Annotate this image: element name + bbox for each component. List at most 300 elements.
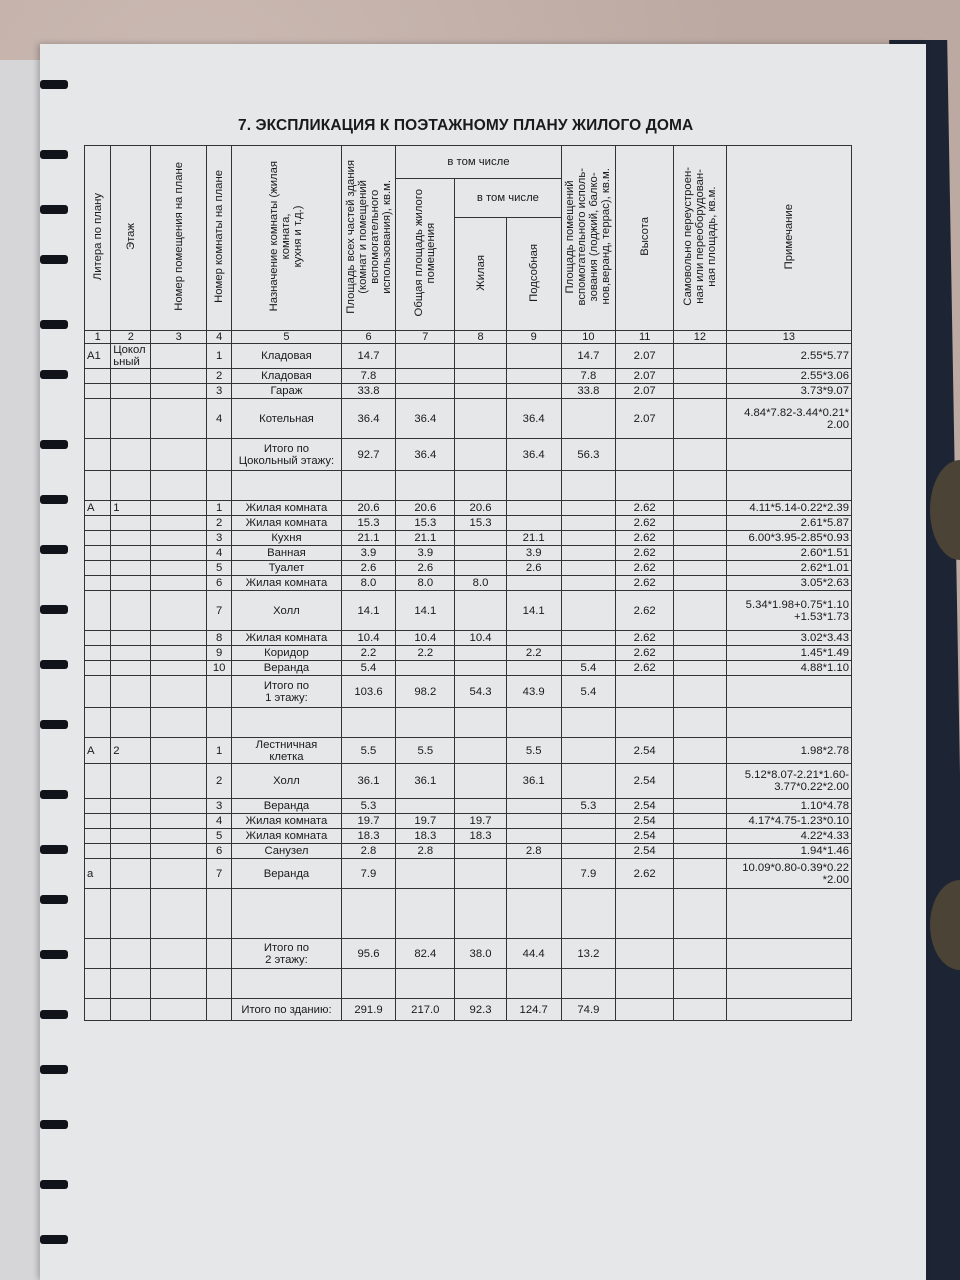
cell-col-9 bbox=[506, 344, 561, 369]
cell-col-10: 13.2 bbox=[561, 939, 616, 969]
cell-col-7: 2.2 bbox=[396, 646, 455, 661]
cell-col-7: 18.3 bbox=[396, 829, 455, 844]
cell-col-4 bbox=[207, 999, 232, 1021]
cell-col-7: 36.4 bbox=[396, 399, 455, 439]
header-floor: Этаж bbox=[111, 146, 151, 331]
cell-col-4: 7 bbox=[207, 859, 232, 889]
cell-col-12 bbox=[674, 344, 727, 369]
cell-col-3 bbox=[151, 501, 207, 516]
explication-table bbox=[84, 145, 852, 1021]
column-number: 7 bbox=[396, 331, 455, 344]
cell-col-5: Ванная bbox=[232, 546, 341, 561]
header-total-area: Площадь всех частей здания (комнат и помещений вспомогательного использования), кв.м. bbox=[341, 146, 396, 331]
binder-ring bbox=[40, 370, 68, 379]
cell-col-2 bbox=[111, 546, 151, 561]
cell-col-10 bbox=[561, 738, 616, 764]
cell-col-11: 2.62 bbox=[616, 646, 674, 661]
table-row bbox=[85, 561, 852, 576]
cell-col-10 bbox=[561, 631, 616, 646]
cell-col-5: Кладовая bbox=[232, 369, 341, 384]
cell-col-9 bbox=[506, 661, 561, 676]
cell-col-11: 2.62 bbox=[616, 661, 674, 676]
cell-col-5: Жилая комната bbox=[232, 829, 341, 844]
cell-col-3 bbox=[151, 646, 207, 661]
column-number: 4 bbox=[207, 331, 232, 344]
cell-col-8 bbox=[455, 384, 507, 399]
cell-col-1 bbox=[85, 889, 111, 939]
cell-col-3 bbox=[151, 799, 207, 814]
cell-col-6: 5.5 bbox=[341, 738, 396, 764]
table-row bbox=[85, 844, 852, 859]
cell-col-3 bbox=[151, 764, 207, 799]
cell-col-2 bbox=[111, 591, 151, 631]
cell-col-4: 3 bbox=[207, 799, 232, 814]
cell-col-7 bbox=[396, 384, 455, 399]
cell-col-3 bbox=[151, 708, 207, 738]
cell-col-11: 2.54 bbox=[616, 844, 674, 859]
column-number: 8 bbox=[455, 331, 507, 344]
cell-col-3 bbox=[151, 516, 207, 531]
cell-col-4: 5 bbox=[207, 829, 232, 844]
cell-col-9: 2.2 bbox=[506, 646, 561, 661]
cell-col-5: Итого по 1 этажу: bbox=[232, 676, 341, 708]
binder-ring bbox=[40, 205, 68, 214]
cell-col-13: 2.55*5.77 bbox=[726, 344, 851, 369]
cell-col-8 bbox=[455, 531, 507, 546]
cell-col-10 bbox=[561, 591, 616, 631]
cell-col-12 bbox=[674, 576, 727, 591]
cell-col-3 bbox=[151, 561, 207, 576]
cell-col-4 bbox=[207, 889, 232, 939]
cell-col-10 bbox=[561, 561, 616, 576]
cell-col-11: 2.62 bbox=[616, 859, 674, 889]
cell-col-7: 2.8 bbox=[396, 844, 455, 859]
cell-col-9 bbox=[506, 516, 561, 531]
cell-col-1 bbox=[85, 764, 111, 799]
binder-ring bbox=[40, 320, 68, 329]
cell-col-8 bbox=[455, 646, 507, 661]
cell-col-9: 43.9 bbox=[506, 676, 561, 708]
cell-col-3 bbox=[151, 676, 207, 708]
cell-col-11: 2.54 bbox=[616, 799, 674, 814]
table-row bbox=[85, 471, 852, 501]
cell-col-7: 20.6 bbox=[396, 501, 455, 516]
cell-col-7 bbox=[396, 969, 455, 999]
cell-col-10: 33.8 bbox=[561, 384, 616, 399]
table-row bbox=[85, 661, 852, 676]
cell-col-1 bbox=[85, 999, 111, 1021]
column-number: 13 bbox=[726, 331, 851, 344]
cell-col-13: 2.55*3.06 bbox=[726, 369, 851, 384]
binder-ring bbox=[40, 895, 68, 904]
cell-col-9: 3.9 bbox=[506, 546, 561, 561]
table-row bbox=[85, 738, 852, 764]
cell-col-8: 10.4 bbox=[455, 631, 507, 646]
cell-col-2 bbox=[111, 859, 151, 889]
table-row bbox=[85, 708, 852, 738]
cell-col-5 bbox=[232, 969, 341, 999]
cell-col-7: 3.9 bbox=[396, 546, 455, 561]
cell-col-13: 1.98*2.78 bbox=[726, 738, 851, 764]
cell-col-3 bbox=[151, 369, 207, 384]
cell-col-6: 95.6 bbox=[341, 939, 396, 969]
cell-col-3 bbox=[151, 844, 207, 859]
cell-col-3 bbox=[151, 969, 207, 999]
cell-col-3 bbox=[151, 859, 207, 889]
cell-col-13: 4.22*4.33 bbox=[726, 829, 851, 844]
cell-col-12 bbox=[674, 399, 727, 439]
cell-col-5: Итого по зданию: bbox=[232, 999, 341, 1021]
table-row bbox=[85, 576, 852, 591]
cell-col-4: 10 bbox=[207, 661, 232, 676]
table-row bbox=[85, 516, 852, 531]
cell-col-10 bbox=[561, 646, 616, 661]
cell-col-2: 2 bbox=[111, 738, 151, 764]
cell-col-1: а bbox=[85, 859, 111, 889]
cell-col-13 bbox=[726, 676, 851, 708]
cell-col-7: 2.6 bbox=[396, 561, 455, 576]
cell-col-7: 8.0 bbox=[396, 576, 455, 591]
cell-col-7 bbox=[396, 344, 455, 369]
cell-col-6: 21.1 bbox=[341, 531, 396, 546]
cell-col-13: 3.73*9.07 bbox=[726, 384, 851, 399]
header-living-total: Общая площадь жилого помещения bbox=[396, 179, 455, 331]
cell-col-2 bbox=[111, 661, 151, 676]
table-row bbox=[85, 999, 852, 1021]
cell-col-11 bbox=[616, 969, 674, 999]
cell-col-12 bbox=[674, 439, 727, 471]
cell-col-3 bbox=[151, 399, 207, 439]
cell-col-9: 36.4 bbox=[506, 439, 561, 471]
cell-col-6: 15.3 bbox=[341, 516, 396, 531]
cell-col-4 bbox=[207, 471, 232, 501]
cell-col-5: Кухня bbox=[232, 531, 341, 546]
cell-col-8 bbox=[455, 439, 507, 471]
column-number: 2 bbox=[111, 331, 151, 344]
binder-ring bbox=[40, 495, 68, 504]
cell-col-11: 2.54 bbox=[616, 829, 674, 844]
cell-col-10 bbox=[561, 399, 616, 439]
cell-col-10: 7.8 bbox=[561, 369, 616, 384]
binder-ring bbox=[40, 950, 68, 959]
header-note: Примечание bbox=[726, 146, 851, 331]
cell-col-4 bbox=[207, 708, 232, 738]
table-row bbox=[85, 591, 852, 631]
cell-col-13 bbox=[726, 999, 851, 1021]
cell-col-12 bbox=[674, 369, 727, 384]
table-body bbox=[85, 344, 852, 1021]
column-number: 1 bbox=[85, 331, 111, 344]
cell-col-3 bbox=[151, 576, 207, 591]
cell-col-5: Жилая комната bbox=[232, 814, 341, 829]
cell-col-6: 18.3 bbox=[341, 829, 396, 844]
cell-col-5: Холл bbox=[232, 591, 341, 631]
cell-col-10 bbox=[561, 814, 616, 829]
binder-ring bbox=[40, 440, 68, 449]
cell-col-2: 1 bbox=[111, 501, 151, 516]
cell-col-4: 4 bbox=[207, 546, 232, 561]
cell-col-9 bbox=[506, 889, 561, 939]
cell-col-3 bbox=[151, 471, 207, 501]
cell-col-3 bbox=[151, 999, 207, 1021]
cell-col-12 bbox=[674, 764, 727, 799]
cell-col-9: 44.4 bbox=[506, 939, 561, 969]
cell-col-4 bbox=[207, 676, 232, 708]
cell-col-7: 217.0 bbox=[396, 999, 455, 1021]
binder-ring bbox=[40, 80, 68, 89]
cell-col-4: 1 bbox=[207, 501, 232, 516]
cell-col-4: 2 bbox=[207, 369, 232, 384]
cell-col-6: 20.6 bbox=[341, 501, 396, 516]
binder-ring bbox=[40, 150, 68, 159]
cell-col-4: 2 bbox=[207, 516, 232, 531]
cell-col-1 bbox=[85, 531, 111, 546]
cell-col-1 bbox=[85, 844, 111, 859]
cell-col-6: 5.4 bbox=[341, 661, 396, 676]
cell-col-7: 21.1 bbox=[396, 531, 455, 546]
cell-col-10: 5.3 bbox=[561, 799, 616, 814]
cell-col-12 bbox=[674, 969, 727, 999]
cell-col-9 bbox=[506, 829, 561, 844]
cell-col-8 bbox=[455, 661, 507, 676]
cell-col-2 bbox=[111, 939, 151, 969]
cell-col-7 bbox=[396, 799, 455, 814]
cell-col-13: 5.34*1.98+0.75*1.10 +1.53*1.73 bbox=[726, 591, 851, 631]
column-number: 10 bbox=[561, 331, 616, 344]
cell-col-5: Коридор bbox=[232, 646, 341, 661]
header-aux: Подсобная bbox=[506, 218, 561, 331]
cell-col-12 bbox=[674, 546, 727, 561]
cell-col-2 bbox=[111, 531, 151, 546]
cell-col-1 bbox=[85, 591, 111, 631]
cell-col-5: Веранда bbox=[232, 859, 341, 889]
cell-col-6: 8.0 bbox=[341, 576, 396, 591]
cell-col-13 bbox=[726, 939, 851, 969]
cell-col-7: 14.1 bbox=[396, 591, 455, 631]
cell-col-13: 1.94*1.46 bbox=[726, 844, 851, 859]
binder-ring bbox=[40, 790, 68, 799]
cell-col-6: 7.8 bbox=[341, 369, 396, 384]
table-row bbox=[85, 814, 852, 829]
cell-col-4: 3 bbox=[207, 531, 232, 546]
cell-col-12 bbox=[674, 631, 727, 646]
cell-col-5: Жилая комната bbox=[232, 576, 341, 591]
cell-col-1 bbox=[85, 661, 111, 676]
binder-ring bbox=[40, 845, 68, 854]
cell-col-2 bbox=[111, 471, 151, 501]
cell-col-11: 2.62 bbox=[616, 516, 674, 531]
cell-col-1 bbox=[85, 969, 111, 999]
cell-col-1 bbox=[85, 546, 111, 561]
cell-col-10 bbox=[561, 516, 616, 531]
column-number: 6 bbox=[341, 331, 396, 344]
table-header bbox=[85, 146, 852, 344]
cell-col-9 bbox=[506, 969, 561, 999]
cell-col-13: 2.61*5.87 bbox=[726, 516, 851, 531]
cell-col-6: 92.7 bbox=[341, 439, 396, 471]
header-litera: Литера по плану bbox=[85, 146, 111, 331]
cell-col-12 bbox=[674, 738, 727, 764]
binder-ring bbox=[40, 1065, 68, 1074]
cell-col-3 bbox=[151, 531, 207, 546]
cell-col-8 bbox=[455, 561, 507, 576]
cell-col-10 bbox=[561, 764, 616, 799]
table-row bbox=[85, 969, 852, 999]
cell-col-3 bbox=[151, 814, 207, 829]
cell-col-9 bbox=[506, 384, 561, 399]
cell-col-6: 14.1 bbox=[341, 591, 396, 631]
cell-col-6 bbox=[341, 969, 396, 999]
cell-col-1 bbox=[85, 708, 111, 738]
header-including: в том числе bbox=[396, 146, 561, 179]
cell-col-13: 1.45*1.49 bbox=[726, 646, 851, 661]
cell-col-3 bbox=[151, 661, 207, 676]
cell-col-11 bbox=[616, 676, 674, 708]
header-premise-number: Номер помещения на плане bbox=[151, 146, 207, 331]
table-row bbox=[85, 546, 852, 561]
cell-col-3 bbox=[151, 738, 207, 764]
cell-col-9 bbox=[506, 631, 561, 646]
cell-col-8: 19.7 bbox=[455, 814, 507, 829]
binder-ring bbox=[40, 545, 68, 554]
cell-col-10: 7.9 bbox=[561, 859, 616, 889]
cell-col-5: Веранда bbox=[232, 661, 341, 676]
cell-col-1: А bbox=[85, 501, 111, 516]
cell-col-11: 2.54 bbox=[616, 738, 674, 764]
cell-col-9 bbox=[506, 814, 561, 829]
cell-col-1 bbox=[85, 369, 111, 384]
cell-col-10: 5.4 bbox=[561, 661, 616, 676]
cell-col-13 bbox=[726, 889, 851, 939]
cell-col-5: Жилая комната bbox=[232, 631, 341, 646]
cell-col-11: 2.62 bbox=[616, 576, 674, 591]
cell-col-11 bbox=[616, 889, 674, 939]
cell-col-7: 98.2 bbox=[396, 676, 455, 708]
header-purpose: Назначение комнаты (жилая комната, кухня и т.д.) bbox=[232, 146, 341, 331]
cell-col-12 bbox=[674, 814, 727, 829]
cell-col-10 bbox=[561, 969, 616, 999]
cell-col-4: 1 bbox=[207, 344, 232, 369]
cell-col-7 bbox=[396, 889, 455, 939]
binder-ring bbox=[40, 1120, 68, 1129]
cell-col-13: 5.12*8.07-2.21*1.60- 3.77*0.22*2.00 bbox=[726, 764, 851, 799]
column-number-row bbox=[85, 331, 852, 344]
cell-col-8 bbox=[455, 399, 507, 439]
cell-col-9: 5.5 bbox=[506, 738, 561, 764]
cell-col-4 bbox=[207, 939, 232, 969]
cell-col-12 bbox=[674, 708, 727, 738]
cell-col-3 bbox=[151, 546, 207, 561]
cell-col-2 bbox=[111, 969, 151, 999]
cell-col-7: 10.4 bbox=[396, 631, 455, 646]
binder-ring bbox=[40, 660, 68, 669]
cell-col-5: Гараж bbox=[232, 384, 341, 399]
header-living: Жилая bbox=[455, 218, 507, 331]
cell-col-7: 5.5 bbox=[396, 738, 455, 764]
cell-col-9 bbox=[506, 471, 561, 501]
cell-col-4: 4 bbox=[207, 814, 232, 829]
cell-col-12 bbox=[674, 384, 727, 399]
cell-col-10 bbox=[561, 471, 616, 501]
cell-col-4: 1 bbox=[207, 738, 232, 764]
cell-col-4: 5 bbox=[207, 561, 232, 576]
cell-col-7 bbox=[396, 859, 455, 889]
cell-col-10 bbox=[561, 501, 616, 516]
cell-col-12 bbox=[674, 561, 727, 576]
cell-col-12 bbox=[674, 591, 727, 631]
column-number: 11 bbox=[616, 331, 674, 344]
binder-ring bbox=[40, 1180, 68, 1189]
cell-col-2 bbox=[111, 814, 151, 829]
cell-col-6: 5.3 bbox=[341, 799, 396, 814]
cell-col-11: 2.62 bbox=[616, 546, 674, 561]
cell-col-13: 10.09*0.80-0.39*0.22 *2.00 bbox=[726, 859, 851, 889]
cell-col-8 bbox=[455, 844, 507, 859]
cell-col-2 bbox=[111, 708, 151, 738]
cell-col-4 bbox=[207, 439, 232, 471]
table-row bbox=[85, 939, 852, 969]
cell-col-13: 3.02*3.43 bbox=[726, 631, 851, 646]
cell-col-13: 3.05*2.63 bbox=[726, 576, 851, 591]
cell-col-6: 2.6 bbox=[341, 561, 396, 576]
column-number: 5 bbox=[232, 331, 341, 344]
cell-col-11 bbox=[616, 999, 674, 1021]
cell-col-12 bbox=[674, 531, 727, 546]
cell-col-7 bbox=[396, 369, 455, 384]
cell-col-1: А1 bbox=[85, 344, 111, 369]
cell-col-5: Жилая комната bbox=[232, 516, 341, 531]
cell-col-9 bbox=[506, 708, 561, 738]
cell-col-4: 6 bbox=[207, 844, 232, 859]
cell-col-6: 36.1 bbox=[341, 764, 396, 799]
cell-col-8 bbox=[455, 591, 507, 631]
cell-col-6: 103.6 bbox=[341, 676, 396, 708]
cell-col-2 bbox=[111, 384, 151, 399]
binder-ring bbox=[40, 1010, 68, 1019]
cell-col-4: 3 bbox=[207, 384, 232, 399]
cell-col-13: 4.84*7.82-3.44*0.21* 2.00 bbox=[726, 399, 851, 439]
cell-col-12 bbox=[674, 516, 727, 531]
cell-col-10: 74.9 bbox=[561, 999, 616, 1021]
cell-col-3 bbox=[151, 631, 207, 646]
table-row bbox=[85, 631, 852, 646]
cell-col-3 bbox=[151, 384, 207, 399]
cell-col-4: 9 bbox=[207, 646, 232, 661]
cell-col-8 bbox=[455, 546, 507, 561]
cell-col-6: 19.7 bbox=[341, 814, 396, 829]
cell-col-3 bbox=[151, 344, 207, 369]
cell-col-13 bbox=[726, 969, 851, 999]
cell-col-2 bbox=[111, 439, 151, 471]
cell-col-2 bbox=[111, 999, 151, 1021]
cell-col-11: 2.07 bbox=[616, 384, 674, 399]
cell-col-6: 14.7 bbox=[341, 344, 396, 369]
table-row bbox=[85, 889, 852, 939]
cell-col-12 bbox=[674, 661, 727, 676]
cell-col-7 bbox=[396, 471, 455, 501]
cell-col-12 bbox=[674, 999, 727, 1021]
cell-col-10: 14.7 bbox=[561, 344, 616, 369]
cell-col-13: 2.60*1.51 bbox=[726, 546, 851, 561]
cell-col-4: 2 bbox=[207, 764, 232, 799]
cell-col-7: 36.4 bbox=[396, 439, 455, 471]
cell-col-8: 18.3 bbox=[455, 829, 507, 844]
cell-col-11 bbox=[616, 471, 674, 501]
cell-col-3 bbox=[151, 591, 207, 631]
cell-col-8: 54.3 bbox=[455, 676, 507, 708]
cell-col-6: 33.8 bbox=[341, 384, 396, 399]
cell-col-10 bbox=[561, 576, 616, 591]
